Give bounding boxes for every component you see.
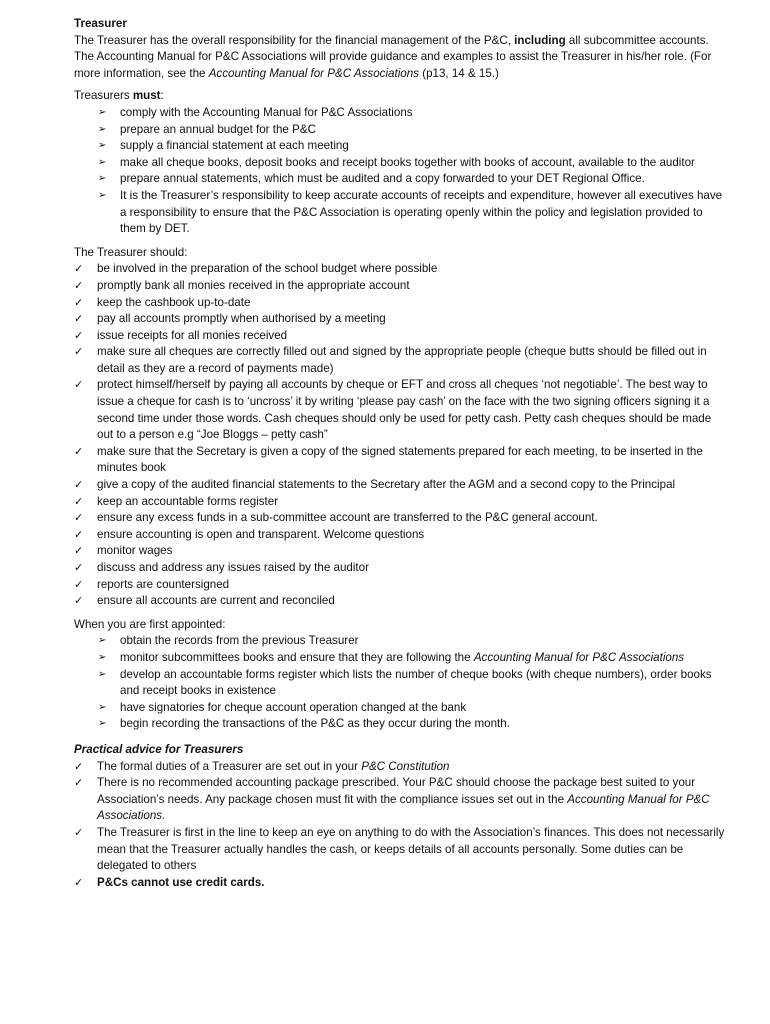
list-item: ➢ begin recording the transactions of the P&C as they occur during the month. (74, 716, 730, 733)
list-item: ➢ prepare an annual budget for the P&C (74, 122, 730, 139)
appointed-lead: When you are first appointed: (74, 617, 226, 631)
list-item: ✓ P&Cs cannot use credit cards. (0, 875, 730, 892)
list-item: ✓ There is no recommended accounting package prescribed. Your P&C should choose the package best suited to your Association’s needs. Any package chosen must fit with the compliance issues set out in the Accounting Manual for P&C Associations. (0, 775, 730, 825)
list-item: ✓ be involved in the preparation of the school budget where possible (0, 261, 730, 278)
list-item: ✓ pay all accounts promptly when authorised by a meeting (0, 311, 730, 328)
list-item: ➢ prepare annual statements, which must be audited and a copy forwarded to your DET Regional Office. (74, 171, 730, 188)
list-item: ✓ The formal duties of a Treasurer are set out in your P&C Constitution (0, 759, 730, 776)
list-item: ✓ protect himself/herself by paying all accounts by cheque or EFT and cross all cheques ‘not negotiable’. The best way to issue a cheque for cash is to ‘uncross’ it by writing ‘please pay cash’ on the face with the two signing officers signing it a second time under those words. Cash cheques should only be used for petty cash. Petty cash cheques should be made out to a person e.g “Joe Bloggs – petty cash” (0, 377, 730, 443)
list-item: ✓ issue receipts for all monies received (0, 328, 730, 345)
treasurer-heading: Treasurer (74, 17, 127, 30)
list-item: ➢ make all cheque books, deposit books and receipt books together with books of account, available to the auditor (74, 155, 730, 172)
list-item: ➢ monitor subcommittees books and ensure that they are following the Accounting Manual for P&C Associations (74, 650, 730, 667)
list-item: ✓ make sure all cheques are correctly filled out and signed by the appropriate people (cheque butts should be filled out in detail as they are a record of payments made) (0, 344, 730, 377)
must-lead: Treasurers must: (74, 89, 164, 103)
list-item: ✓ make sure that the Secretary is given a copy of the signed statements prepared for each meeting, to be inserted in the minutes book (0, 444, 730, 477)
list-item: ✓ monitor wages (0, 543, 730, 560)
practical-heading: Practical advice for Treasurers (74, 742, 244, 756)
list-item: ✓ ensure all accounts are current and reconciled (0, 593, 730, 610)
list-item: ➢ It is the Treasurer’s responsibility to keep accurate accounts of receipts and expenditure, however all executives have a responsibility to ensure that the P&C Association is operating openly within the policy and legislation provided to them by DET. (74, 188, 730, 238)
list-item: ✓ keep the cashbook up-to-date (0, 295, 730, 312)
list-item: ✓ discuss and address any issues raised by the auditor (0, 560, 730, 577)
list-item: ✓ keep an accountable forms register (0, 494, 730, 511)
should-list (0, 261, 730, 609)
list-item: ➢ have signatories for cheque account operation changed at the bank (74, 700, 730, 717)
list-item: ✓ ensure any excess funds in a sub-committee account are transferred to the P&C general account. (0, 510, 730, 527)
list-item: ✓ The Treasurer is first in the line to keep an eye on anything to do with the Association’s finances. This does not necessarily mean that the Treasurer actually handles the cash, or keeps details of all accounts personally. Some duties can be delegated to others (0, 825, 730, 875)
list-item: ✓ promptly bank all monies received in the appropriate account (0, 278, 730, 295)
must-list (74, 105, 730, 238)
practical-list (0, 759, 730, 892)
list-item: ✓ reports are countersigned (0, 577, 730, 594)
list-item: ✓ give a copy of the audited financial statements to the Secretary after the AGM and a second copy to the Principal (0, 477, 730, 494)
list-item: ➢ obtain the records from the previous Treasurer (74, 633, 730, 650)
treasurer-intro: The Treasurer has the overall responsibility for the financial management of the P&C, including all subcommittee accounts. The Accounting Manual for P&C Associations will provide guidance and examples to assist the Treasurer in his/her role. (For more information, see the Accounting Manual for P&C Associations (p13, 14 & 15.) (74, 33, 712, 80)
appointed-list (74, 633, 730, 733)
should-lead: The Treasurer should: (74, 245, 188, 259)
list-item: ➢ develop an accountable forms register which lists the number of cheque books (with cheque numbers), order books and receipt books in existence (74, 667, 730, 700)
list-item: ✓ ensure accounting is open and transparent. Welcome questions (0, 527, 730, 544)
list-item: ➢ comply with the Accounting Manual for P&C Associations (74, 105, 730, 122)
list-item: ➢ supply a financial statement at each meeting (74, 138, 730, 155)
